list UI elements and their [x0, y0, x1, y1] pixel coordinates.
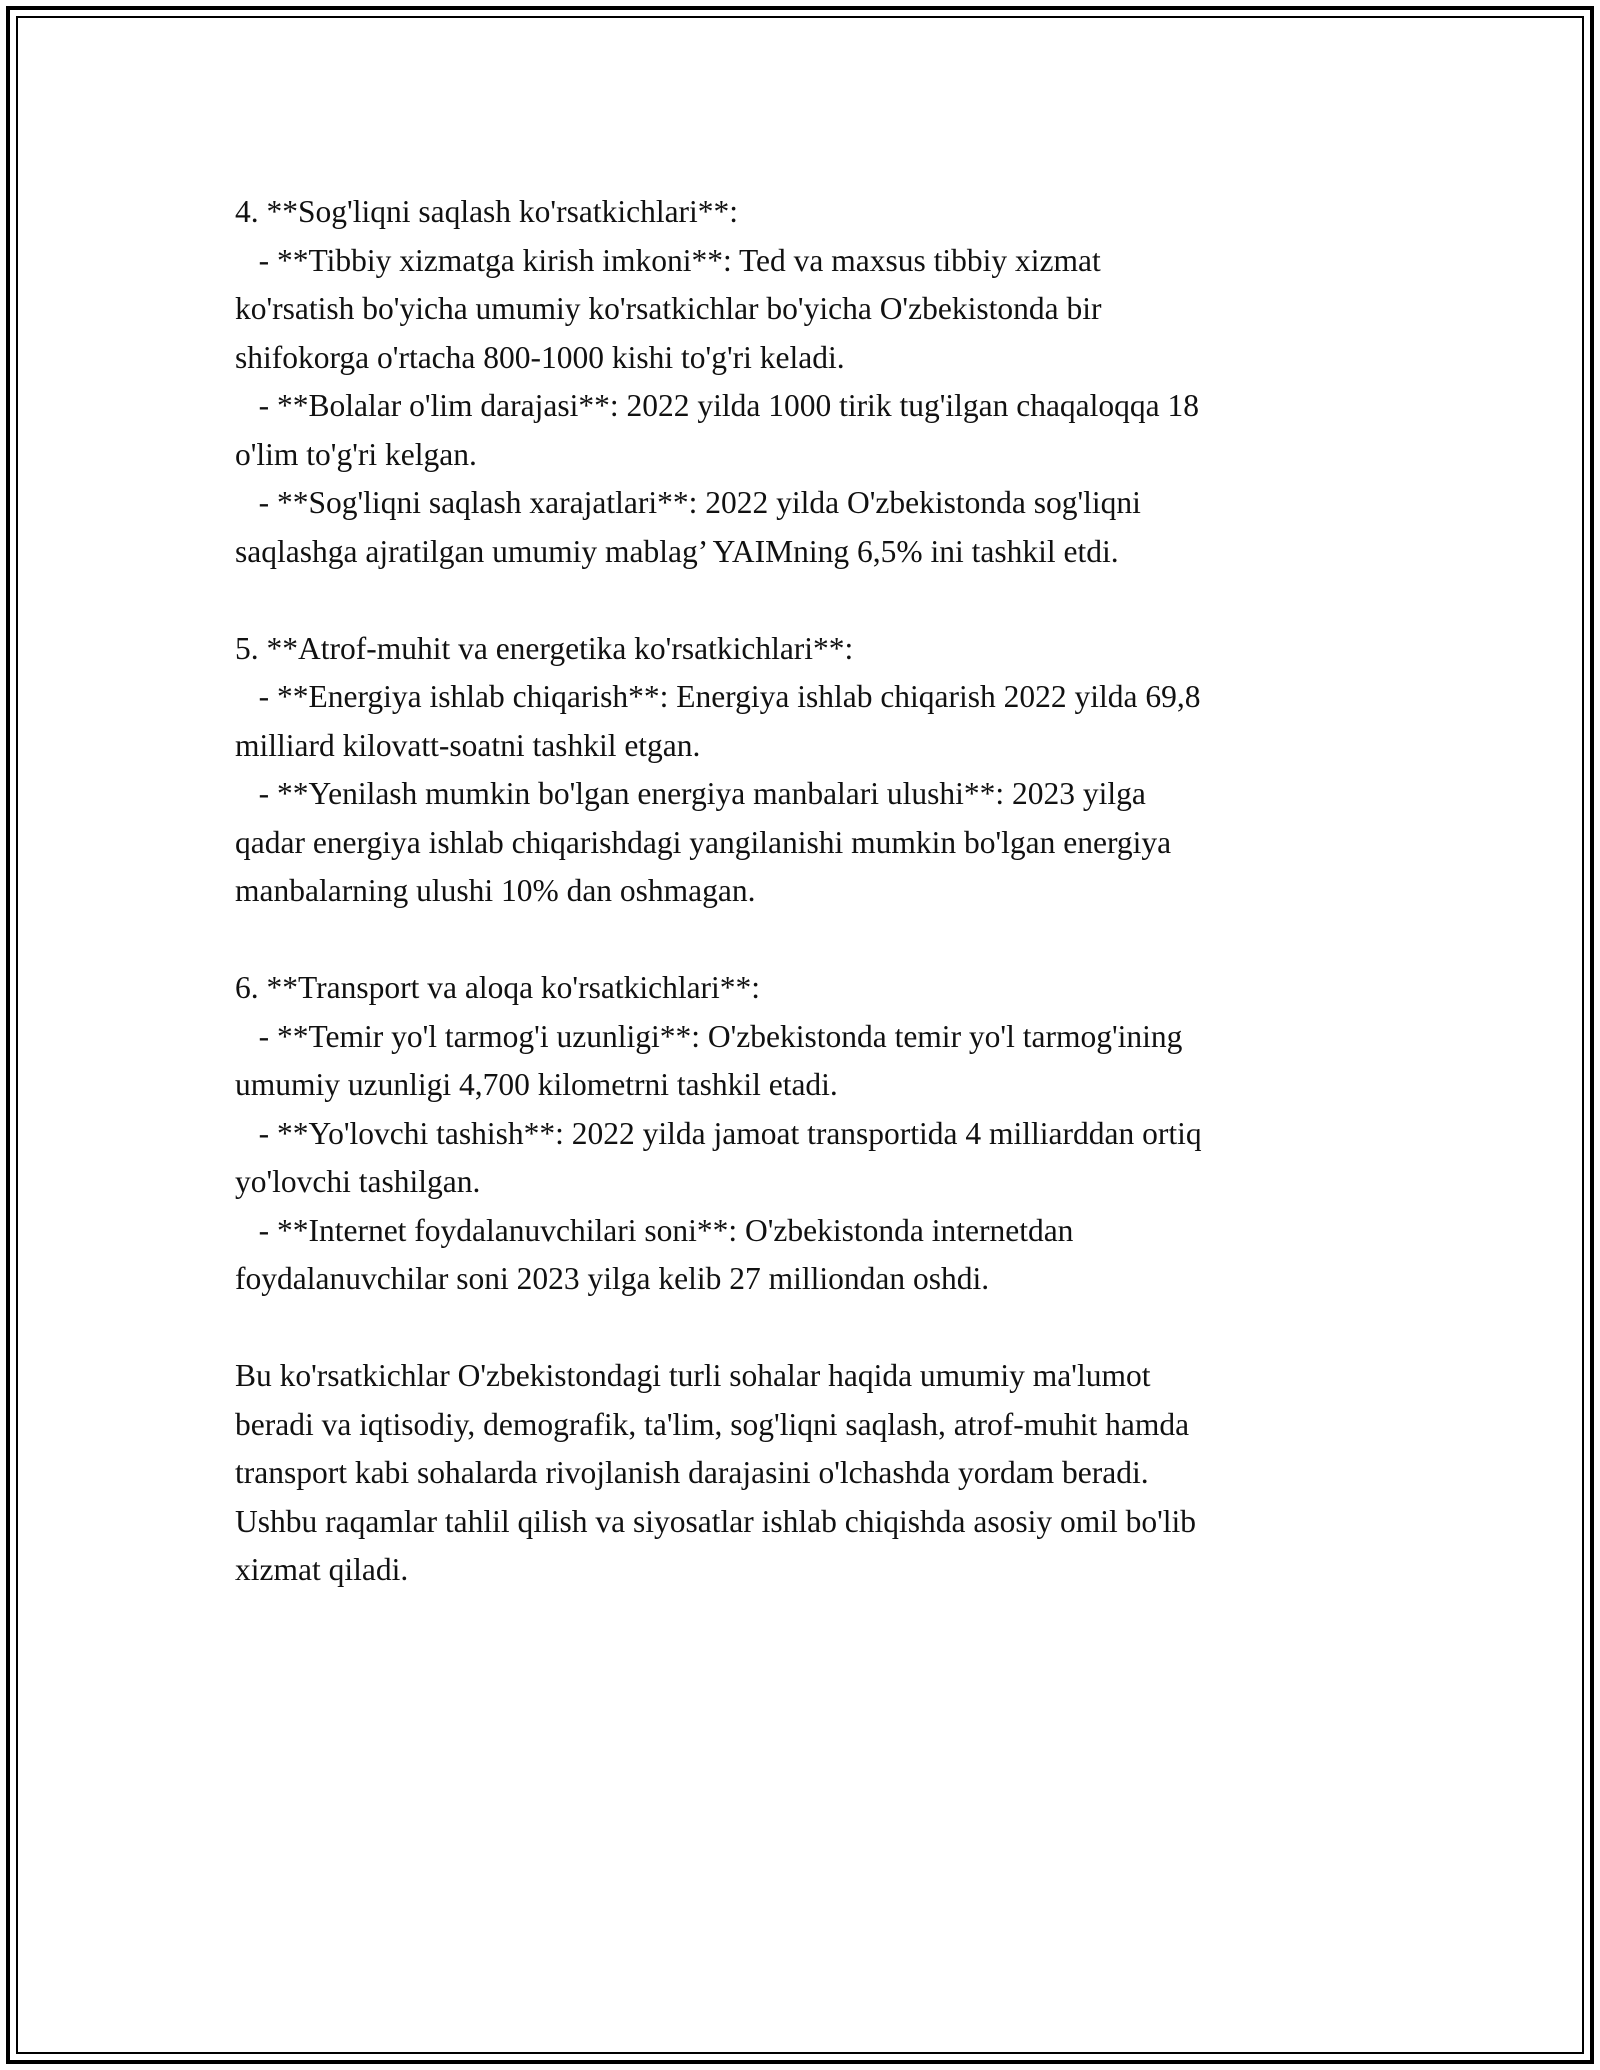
- text-line: transport kabi sohalarda rivojlanish darajasini o'lchashda yordam beradi.: [235, 1455, 1149, 1490]
- text-line: Ushbu raqamlar tahlil qilish va siyosatlar ishlab chiqishda asosiy omil bo'lib: [235, 1503, 1197, 1539]
- section-heading: 4. **Sog'liqni saqlash ko'rsatkichlari**:: [235, 194, 739, 229]
- list-item: [235, 1207, 1385, 1304]
- list-item: [235, 770, 1385, 916]
- text-line: milliard kilovatt-soatni tashkil etgan.: [235, 727, 701, 763]
- text-line: - **Yo'lovchi tashish**: 2022 yilda jamoat transportida 4 milliarddan ortiq: [235, 1115, 1202, 1151]
- text-line: manbalarning ulushi 10% dan oshmagan.: [235, 873, 756, 908]
- list-item: [235, 1013, 1385, 1110]
- section-transport-communication: [235, 964, 1385, 1304]
- section-environment-energy: [235, 625, 1385, 916]
- list-item: [235, 237, 1385, 383]
- text-line: xizmat qiladi.: [235, 1552, 409, 1587]
- section-heading: 6. **Transport va aloqa ko'rsatkichlari**:: [235, 970, 761, 1005]
- text-line: Bu ko'rsatkichlar O'zbekistondagi turli sohalar haqida umumiy ma'lumot: [235, 1358, 1151, 1393]
- text-line: foydalanuvchilar soni 2023 yilga kelib 27 milliondan oshdi.: [235, 1261, 990, 1296]
- section-healthcare: [235, 188, 1385, 576]
- text-line: - **Energiya ishlab chiqarish**: Energiya ishlab chiqarish 2022 yilda 69,8: [235, 679, 1201, 714]
- text-line: ko'rsatish bo'yicha umumiy ko'rsatkichlar bo'yicha O'zbekistonda bir: [235, 291, 1102, 326]
- list-item: [235, 479, 1385, 576]
- text-line: - **Bolalar o'lim darajasi**: 2022 yilda 1000 tirik tug'ilgan chaqaloqqa 18: [235, 388, 1200, 423]
- text-line: qadar energiya ishlab chiqarishdagi yangilanishi mumkin bo'lgan energiya: [235, 824, 1172, 860]
- paragraph-spacer: [235, 916, 1385, 965]
- text-line: umumiy uzunligi 4,700 kilometrni tashkil etadi.: [235, 1067, 838, 1102]
- list-item: [235, 673, 1385, 770]
- text-line: saqlashga ajratilgan umumiy mablag’ YAIMning 6,5% ini tashkil etdi.: [235, 533, 1119, 569]
- text-line: - **Tibbiy xizmatga kirish imkoni**: Ted va maxsus tibbiy xizmat: [235, 242, 1101, 278]
- section-heading: 5. **Atrof-muhit va energetika ko'rsatkichlari**:: [235, 630, 854, 666]
- list-item: [235, 1110, 1385, 1207]
- list-item: [235, 382, 1385, 479]
- conclusion-paragraph: [235, 1352, 1385, 1595]
- text-line: - **Yenilash mumkin bo'lgan energiya manbalari ulushi**: 2023 yilga: [235, 776, 1146, 811]
- text-line: yo'lovchi tashilgan.: [235, 1164, 481, 1199]
- text-line: - **Sog'liqni saqlash xarajatlari**: 2022 yilda O'zbekistonda sog'liqni: [235, 485, 1141, 520]
- paragraph-spacer: [235, 576, 1385, 625]
- document-body: [235, 188, 1385, 1595]
- text-line: beradi va iqtisodiy, demografik, ta'lim, sog'liqni saqlash, atrof-muhit hamda: [235, 1406, 1190, 1442]
- text-line: - **Temir yo'l tarmog'i uzunligi**: O'zbekistonda temir yo'l tarmog'ining: [235, 1018, 1183, 1054]
- text-line: shifokorga o'rtacha 800-1000 kishi to'g'ri keladi.: [235, 339, 845, 375]
- text-line: o'lim to'g'ri kelgan.: [235, 436, 477, 472]
- text-line: - **Internet foydalanuvchilari soni**: O'zbekistonda internetdan: [235, 1212, 1074, 1248]
- paragraph-spacer: [235, 1304, 1385, 1353]
